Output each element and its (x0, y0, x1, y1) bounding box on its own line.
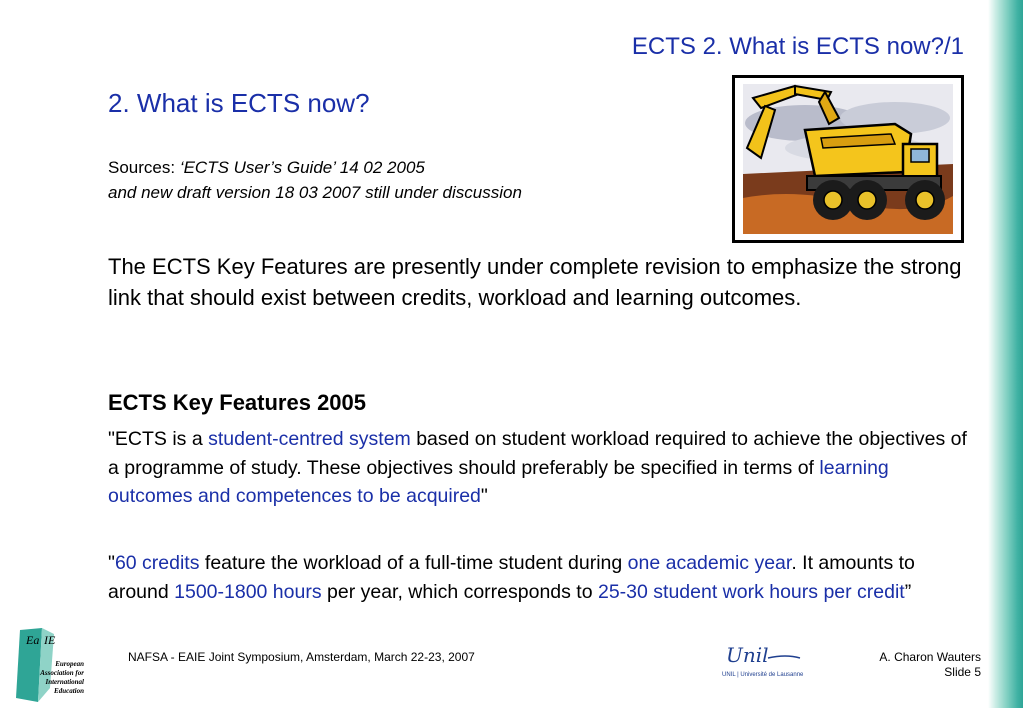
p2-text-g: per year, which corresponds to (321, 580, 598, 603)
unil-caption: UNIL | Université de Lausanne (722, 672, 804, 678)
key-features-heading: ECTS Key Features 2005 (108, 390, 367, 415)
p2-highlight-academic-year: one academic year (627, 552, 792, 574)
footer-event: NAFSA - EAIE Joint Symposium, Amsterdam, March 22-23, 2007 (128, 650, 475, 664)
dump-truck-clipart-icon (732, 75, 964, 243)
p1-highlight-learning-outcomes: learning outcomes and competences to be acquired (108, 456, 889, 507)
eaie-line4: Education (54, 687, 84, 695)
p1-text-e: " (480, 485, 488, 507)
p2-highlight-hours-per-credit: 25-30 student work hours per credit (597, 580, 905, 603)
slide-title: 2. What is ECTS now? (108, 88, 370, 118)
footer-author: A. Charon Wauters (879, 650, 981, 664)
p1-text-c: based on student workload required to achieve the objectives of a programme of study. These objectives should preferably be specified in terms of (108, 428, 967, 479)
sources (108, 155, 522, 205)
eaie-line3: International (45, 678, 84, 686)
key-features-paragraph-1 (108, 425, 978, 511)
p1-text-a: "ECTS is a (108, 428, 209, 450)
eaie-line2: Association for (40, 669, 84, 677)
sources-line1: ‘ECTS User’s Guide’ 14 02 2005 (179, 158, 425, 177)
eaie-line1: European (55, 660, 84, 668)
footer-slide-number: Slide 5 (944, 665, 981, 679)
unil-script: Unil (726, 643, 769, 667)
sources-label: Sources: (108, 158, 180, 177)
eaie-caption (20, 660, 84, 696)
intro-paragraph: The ECTS Key Features are presently under complete revision to emphasize the strong link that should exist between credits, workload and learning outcomes. (108, 254, 962, 310)
p2-text-c: feature the workload of a full-time student during (199, 552, 628, 574)
eaie-letters-2: IE (44, 633, 56, 647)
footer-right (879, 650, 981, 680)
key-features-paragraph-2 (108, 549, 978, 606)
p2-text-a: " (108, 552, 115, 574)
p2-text-i: ” (904, 580, 912, 603)
unil-logo (720, 640, 820, 682)
eaie-letters-1: Ea (26, 633, 40, 647)
p2-text-e: . It amounts to around (108, 552, 915, 603)
right-decorative-band (988, 0, 1023, 708)
sources-line2: and new draft version 18 03 2007 still under discussion (108, 183, 522, 202)
p1-highlight-student-centred: student-centred system (208, 428, 411, 450)
p2-highlight-credits: 60 credits (114, 552, 200, 574)
p2-highlight-hours: 1500-1800 hours (174, 580, 322, 603)
header-title: ECTS 2. What is ECTS now?/1 (631, 33, 964, 60)
